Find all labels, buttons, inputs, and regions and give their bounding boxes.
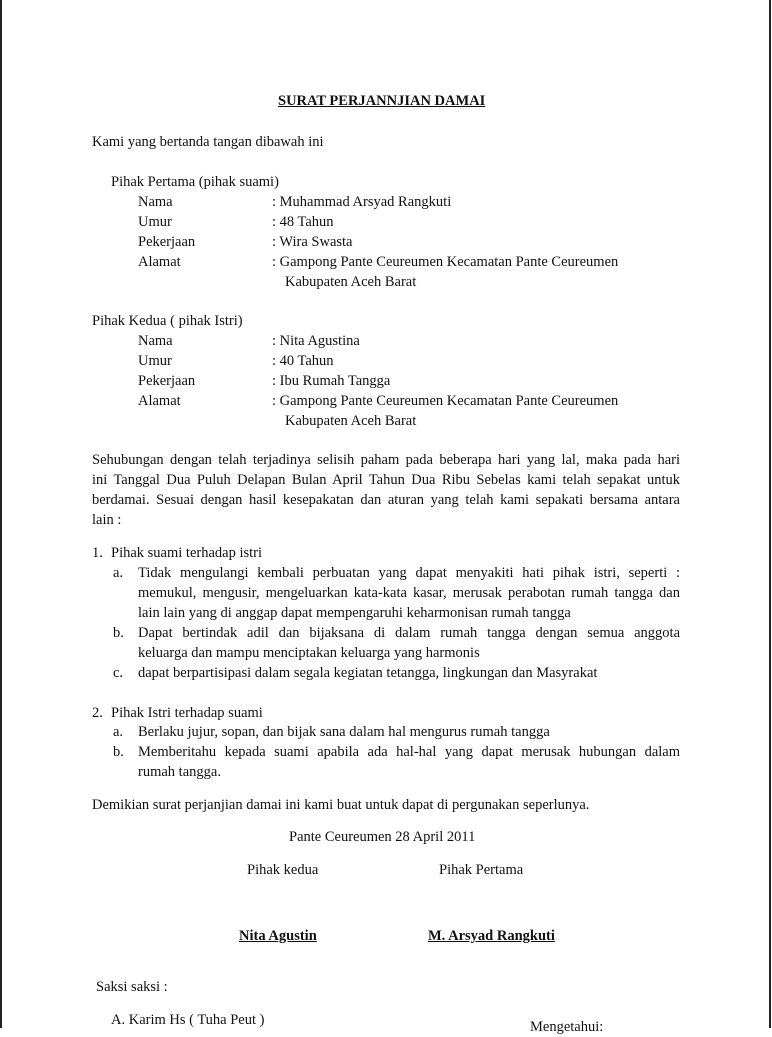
list-item-line: Memberitahu kepada suami apabila ada hal-hal yang dapat merusak hubungan dalam <box>138 744 680 760</box>
list-item-line: lain lain yang di anggap dapat mempengaruhi keharmonisan rumah tangga <box>138 605 571 621</box>
witness-heading: Saksi saksi : <box>96 979 168 995</box>
section1-item-c-marker: c. <box>113 665 124 681</box>
party2-value-job: : Ibu Rumah Tangga <box>272 373 391 389</box>
party1-label-age: Umur <box>138 214 172 230</box>
list-item-line: memukul, mengusir, mengeluarkan kata-kata kasar, merusak perabotan rumah tangga dan <box>138 585 680 601</box>
document-title: SURAT PERJANNJIAN DAMAI <box>278 93 486 109</box>
party1-value-age: : 48 Tahun <box>272 214 334 230</box>
party2-value-name: : Nita Agustina <box>272 333 360 349</box>
party1-value-job: : Wira Swasta <box>272 234 353 250</box>
party2-value-age: : 40 Tahun <box>272 353 334 369</box>
signer-right-name: M. Arsyad Rangkuti <box>428 928 555 944</box>
intro-text: Kami yang bertanda tangan dibawah ini <box>92 134 324 150</box>
section2-item-b <box>138 742 680 782</box>
acknowledged-label: Mengetahui: <box>530 1019 604 1035</box>
witness-first: A. Karim Hs ( Tuha Peut ) <box>111 1012 265 1028</box>
paragraph-line: ini Tanggal Dua Puluh Delapan Bulan April Tahun Dua Ribu Sebelas kami telah sepakat untuk <box>92 472 680 488</box>
paragraph-line: Sehubungan dengan telah terjadinya selisih paham pada beberapa hari yang lal, maka pada hari <box>92 452 680 468</box>
signer-left-name: Nita Agustin <box>239 928 317 944</box>
party2-heading: Pihak Kedua ( pihak Istri) <box>92 313 243 329</box>
section1-heading: Pihak suami terhadap istri <box>111 545 263 561</box>
section2-item-b-marker: b. <box>113 744 124 760</box>
party2-label-name: Nama <box>138 333 173 349</box>
party1-label-job: Pekerjaan <box>138 234 196 250</box>
section2-item-a-marker: a. <box>113 724 124 740</box>
list-item-line: Tidak mengulangi kembali perbuatan yang dapat menyakiti hati pihak istri, seperti : <box>138 565 680 581</box>
party1-value-address-line2: Kabupaten Aceh Barat <box>285 274 417 290</box>
signer-left-role: Pihak kedua <box>247 862 319 878</box>
section2-item-a: Berlaku jujur, sopan, dan bijak sana dalam hal mengurus rumah tangga <box>138 724 550 740</box>
signer-right-role: Pihak Pertama <box>439 862 524 878</box>
party1-value-name: : Muhammad Arsyad Rangkuti <box>272 194 452 210</box>
agreement-paragraph <box>92 450 680 530</box>
list-item-line: rumah tangga. <box>138 764 221 780</box>
section1-item-c: dapat berpartisipasi dalam segala kegiatan tetangga, lingkungan dan Masyrakat <box>138 665 598 681</box>
section1-item-a <box>138 563 680 623</box>
paragraph-line: berdamai. Sesuai dengan hasil kesepakatan dan aturan yang telah kami sepakati bersama antara <box>92 492 680 508</box>
section1-number: 1. <box>92 545 103 561</box>
party2-label-job: Pekerjaan <box>138 373 196 389</box>
section2-number: 2. <box>92 705 103 721</box>
party2-value-address-line2: Kabupaten Aceh Barat <box>285 413 417 429</box>
section1-item-b-marker: b. <box>113 625 124 641</box>
closing-text: Demikian surat perjanjian damai ini kami buat untuk dapat di pergunakan seperlunya. <box>92 797 590 813</box>
party2-label-age: Umur <box>138 353 172 369</box>
party1-label-name: Nama <box>138 194 173 210</box>
section1-item-b <box>138 623 680 663</box>
place-date: Pante Ceureumen 28 April 2011 <box>289 829 476 845</box>
list-item-line: Dapat bertindak adil dan bijaksana di dalam rumah tangga dengan semua anggota <box>138 625 680 641</box>
party2-label-address: Alamat <box>138 393 181 409</box>
party1-label-address: Alamat <box>138 254 181 270</box>
page-border-right <box>769 0 771 1028</box>
list-item-line: keluarga dan mampu menciptakan keluarga yang harmonis <box>138 645 480 661</box>
party1-heading: Pihak Pertama (pihak suami) <box>111 174 279 190</box>
section1-item-a-marker: a. <box>113 565 124 581</box>
section2-heading: Pihak Istri terhadap suami <box>111 705 263 721</box>
paragraph-line: lain : <box>92 512 122 528</box>
party2-value-address: : Gampong Pante Ceureumen Kecamatan Pante Ceureumen <box>272 393 619 409</box>
page-border-left <box>0 0 2 1028</box>
party1-value-address: : Gampong Pante Ceureumen Kecamatan Pante Ceureumen <box>272 254 619 270</box>
